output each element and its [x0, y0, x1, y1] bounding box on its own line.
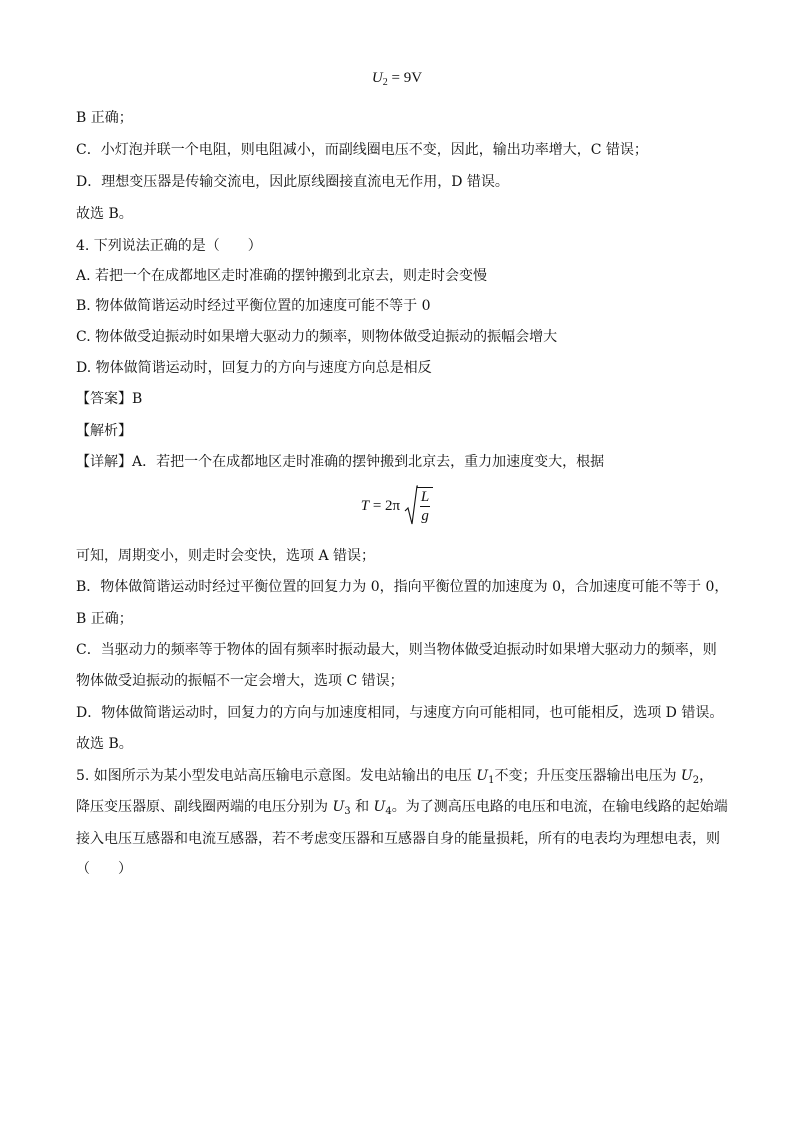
- radical-sign-icon: [404, 485, 418, 527]
- text-segment: 。为了测高压电路的电压和电流，在输电线路的起始端: [391, 799, 728, 815]
- fraction: [417, 487, 433, 525]
- question-5-line-3: 接入电压互感器和电流互感器，若不考虑变压器和互感器自身的能量损耗，所有的电表均为理想电表，则: [76, 831, 720, 847]
- text-line: D．理想变压器是传输交流电，因此原线圈接直流电无作用，D 错误。: [76, 174, 509, 190]
- equation-u2-subscript: 2: [382, 77, 388, 88]
- voltage-subscript: 2: [692, 775, 700, 786]
- equation-u2-value: = 9V: [387, 70, 423, 86]
- detail-line: [76, 452, 734, 472]
- question-4-option-b: B. 物体做简谐运动时经过平衡位置的加速度可能不等于 0: [76, 298, 431, 314]
- voltage-symbol: U: [680, 768, 693, 784]
- text-segment: 降压变压器原、副线圈两端的电压分别为: [76, 799, 333, 815]
- text-line: 可知，周期变小，则走时会变快，选项 A 错误；: [76, 548, 376, 564]
- question-4-option-c: C. 物体做受迫振动时如果增大驱动力的频率，则物体做受迫振动的振幅会增大: [76, 329, 558, 345]
- question-5-line-4: （ ）: [76, 861, 132, 877]
- voltage-symbol: U: [476, 768, 489, 784]
- formula-equals: = 2π: [369, 498, 401, 514]
- question-4-stem: 4. 下列说法正确的是（ ）: [76, 238, 262, 254]
- text-line: B 正确；: [76, 611, 133, 627]
- text-segment: ，: [699, 768, 714, 784]
- question-5-line-2: [76, 797, 734, 822]
- answer-line: [76, 389, 734, 409]
- answer-label: 【答案】: [76, 391, 132, 407]
- text-line: 故选 B。: [76, 206, 133, 222]
- answer-value: B: [132, 391, 143, 407]
- square-root: [404, 485, 433, 527]
- text-segment: 不变；升压变压器输出电压为: [494, 768, 681, 784]
- equation-u2: [0, 70, 794, 88]
- text-line: C．小灯泡并联一个电阻，则电阻减小，而副线圈电压不变，因此，输出功率增大，C 错误；: [76, 142, 648, 158]
- text-line: 物体做受迫振动的振幅不一定会增大，选项 C 错误；: [76, 673, 404, 689]
- detail-text: A．若把一个在成都地区走时准确的摆钟搬到北京去，重力加速度变大，根据: [132, 454, 605, 470]
- voltage-subscript: 3: [344, 806, 351, 817]
- text-line: C．当驱动力的频率等于物体的固有频率时振动最大，则当物体做受迫振动时如果增大驱动力的频率，则: [76, 642, 717, 658]
- fraction-denominator: g: [421, 508, 429, 524]
- analysis-label: 【解析】: [76, 423, 132, 439]
- text-line: B 正确；: [76, 110, 133, 126]
- text-line: 故选 B。: [76, 736, 133, 752]
- text-line: D．物体做简谐运动时，回复力的方向与加速度相同，与速度方向可能相同，也可能相反，选项 D 错误。: [76, 705, 724, 721]
- voltage-subscript: 4: [385, 806, 392, 817]
- formula-period-symbol: T: [360, 498, 370, 514]
- voltage-subscript: 1: [488, 775, 495, 786]
- equation-u2-symbol: U: [371, 70, 383, 86]
- voltage-symbol: U: [332, 799, 345, 815]
- question-5-line-1: [76, 766, 734, 791]
- detail-label: 【详解】: [76, 454, 132, 470]
- text-line: B．物体做简谐运动时经过平衡位置的回复力为 0，指向平衡位置的加速度为 0，合加速度可能不等于 0，: [76, 579, 729, 595]
- fraction-numerator: L: [420, 489, 430, 505]
- text-segment: 5. 如图所示为某小型发电站高压输电示意图。发电站输出的电压: [76, 768, 477, 784]
- question-4-option-a: A. 若把一个在成都地区走时准确的摆钟搬到北京去，则走时会变慢: [76, 268, 488, 284]
- voltage-symbol: U: [373, 799, 386, 815]
- question-4-option-d: D. 物体做简谐运动时，回复力的方向与速度方向总是相反: [76, 360, 432, 376]
- text-segment: 和: [350, 799, 374, 815]
- pendulum-formula: [0, 483, 794, 529]
